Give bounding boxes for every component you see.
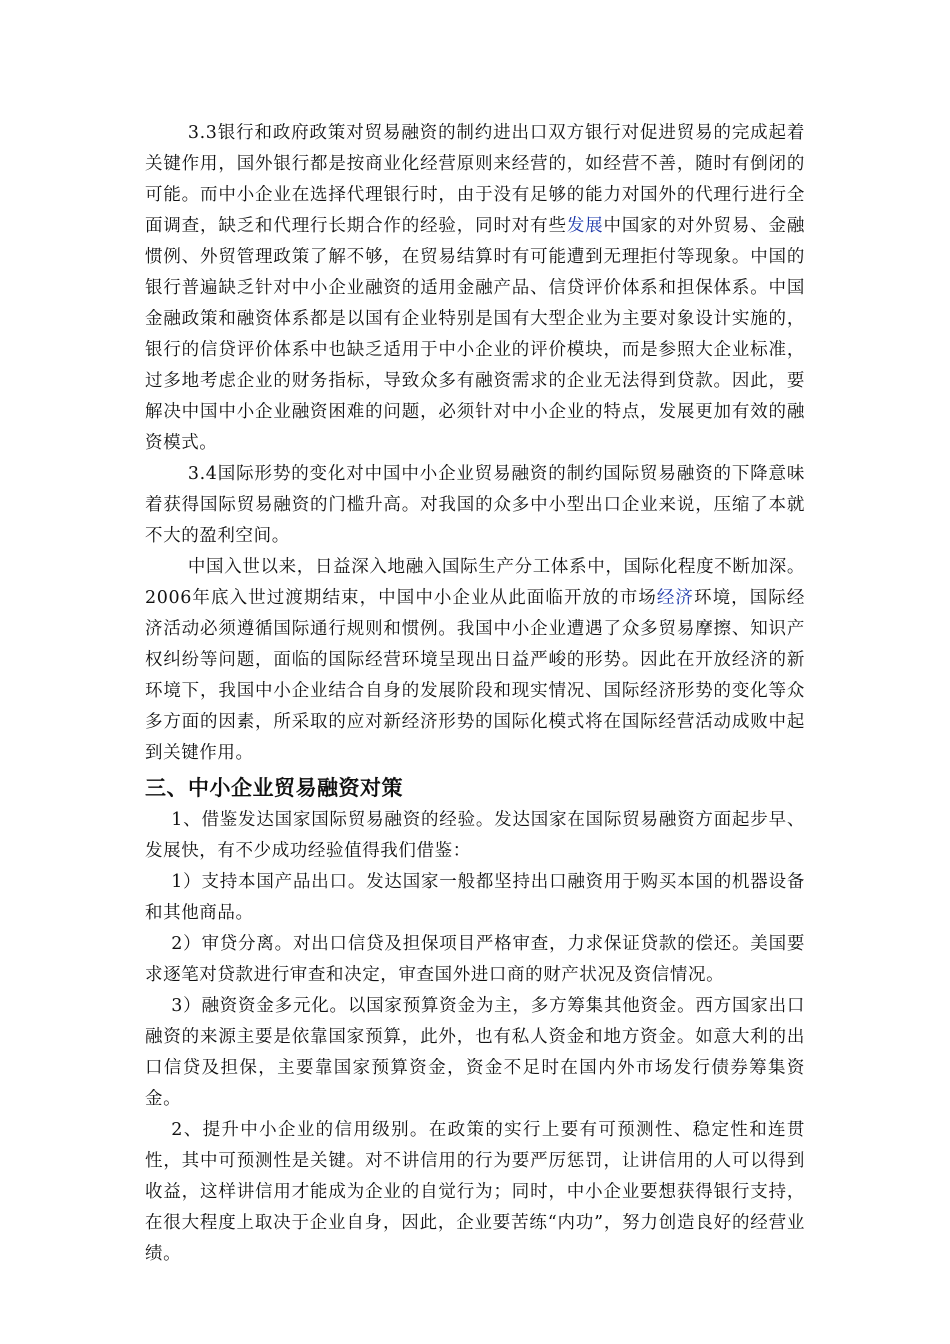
list-item: 2、提升中小企业的信用级别。在政策的实行上要有可预测性、稳定性和连贯性，其中可预测性是关键。对不讲信用的行为要严厉惩罚，让讲信用的人可以得到收益，这样讲信用才能成为企业的自觉行为；同时，中小企业要想获得银行支持，在很大程度上取决于企业自身，因此，企业要苦练“内功”，努力创造良好的经营业绩。 [145, 1120, 805, 1264]
paragraph-text: 中国入世以来，日益深入地融入国际生产分工体系中，国际化程度不断加深。2006年底入世过渡期结束，中国中小企业从此面临开放的市场 [145, 557, 805, 608]
paragraph-text: 3.3银行和政府政策对贸易融资的制约进出口双方银行对促进贸易的完成起着关键作用，国外银行都是按商业化经营原则来经营的，如经营不善，随时有倒闭的可能。而中小企业在选择代理银行时，由于没有足够的能力对国外的代理行进行全面调查，缺乏和代理行长期合作的经验，同时对有些 [145, 123, 805, 236]
paragraph-wto [145, 552, 805, 769]
list-item: 1）支持本国产品出口。发达国家一般都坚持出口融资用于购买本国的机器设备和其他商品。 [145, 872, 805, 923]
link-development[interactable]: 发展 [566, 216, 604, 236]
document-body [145, 118, 805, 1270]
paragraph-text: 中国家的对外贸易、金融惯例、外贸管理政策了解不够，在贸易结算时有可能遭到无理拒付等现象。中国的银行普遍缺乏针对中小企业融资的适用金融产品、信贷评价体系和担保体系。中国金融政策和融资体系都是以国有企业特别是国有大型企业为主要对象设计实施的，银行的信贷评价体系中也缺乏适用于中小企业的评价模块，而是参照大企业标准，过多地考虑企业的财务指标，导致众多有融资需求的企业无法得到贷款。因此，要解决中国中小企业融资困难的问题，必须针对中小企业的特点，发展更加有效的融资模式。 [145, 216, 805, 453]
paragraph-3-4: 3.4国际形势的变化对中国中小企业贸易融资的制约国际贸易融资的下降意味着获得国际贸易融资的门槛升高。对我国的众多中小型出口企业来说，压缩了本就不大的盈利空间。 [145, 464, 805, 546]
section-heading: 三、中小企业贸易融资对策 [145, 775, 403, 800]
list-item: 2）审贷分离。对出口信贷及担保项目严格审查，力求保证贷款的偿还。美国要求逐笔对贷款进行审查和决定，审查国外进口商的财产状况及资信情况。 [145, 934, 805, 985]
link-economy[interactable]: 经济 [656, 588, 694, 608]
paragraph-3-3 [145, 118, 805, 459]
paragraph-text: 环境，国际经济活动必须遵循国际通行规则和惯例。我国中小企业遭遇了众多贸易摩擦、知识产权纠纷等问题，面临的国际经营环境呈现出日益严峻的形势。因此在开放经济的新环境下，我国中小企业结合自身的发展阶段和现实情况、国际经济形势的变化等众多方面的因素，所采取的应对新经济形势的国际化模式将在国际经营活动成败中起到关键作用。 [145, 588, 805, 763]
list-item: 1、借鉴发达国家国际贸易融资的经验。发达国家在国际贸易融资方面起步早、发展快，有不少成功经验值得我们借鉴： [145, 810, 805, 861]
list-item: 3）融资资金多元化。以国家预算资金为主，多方筹集其他资金。西方国家出口融资的来源主要是依靠国家预算，此外，也有私人资金和地方资金。如意大利的出口信贷及担保，主要靠国家预算资金，资金不足时在国内外市场发行债券筹集资金。 [145, 996, 805, 1109]
